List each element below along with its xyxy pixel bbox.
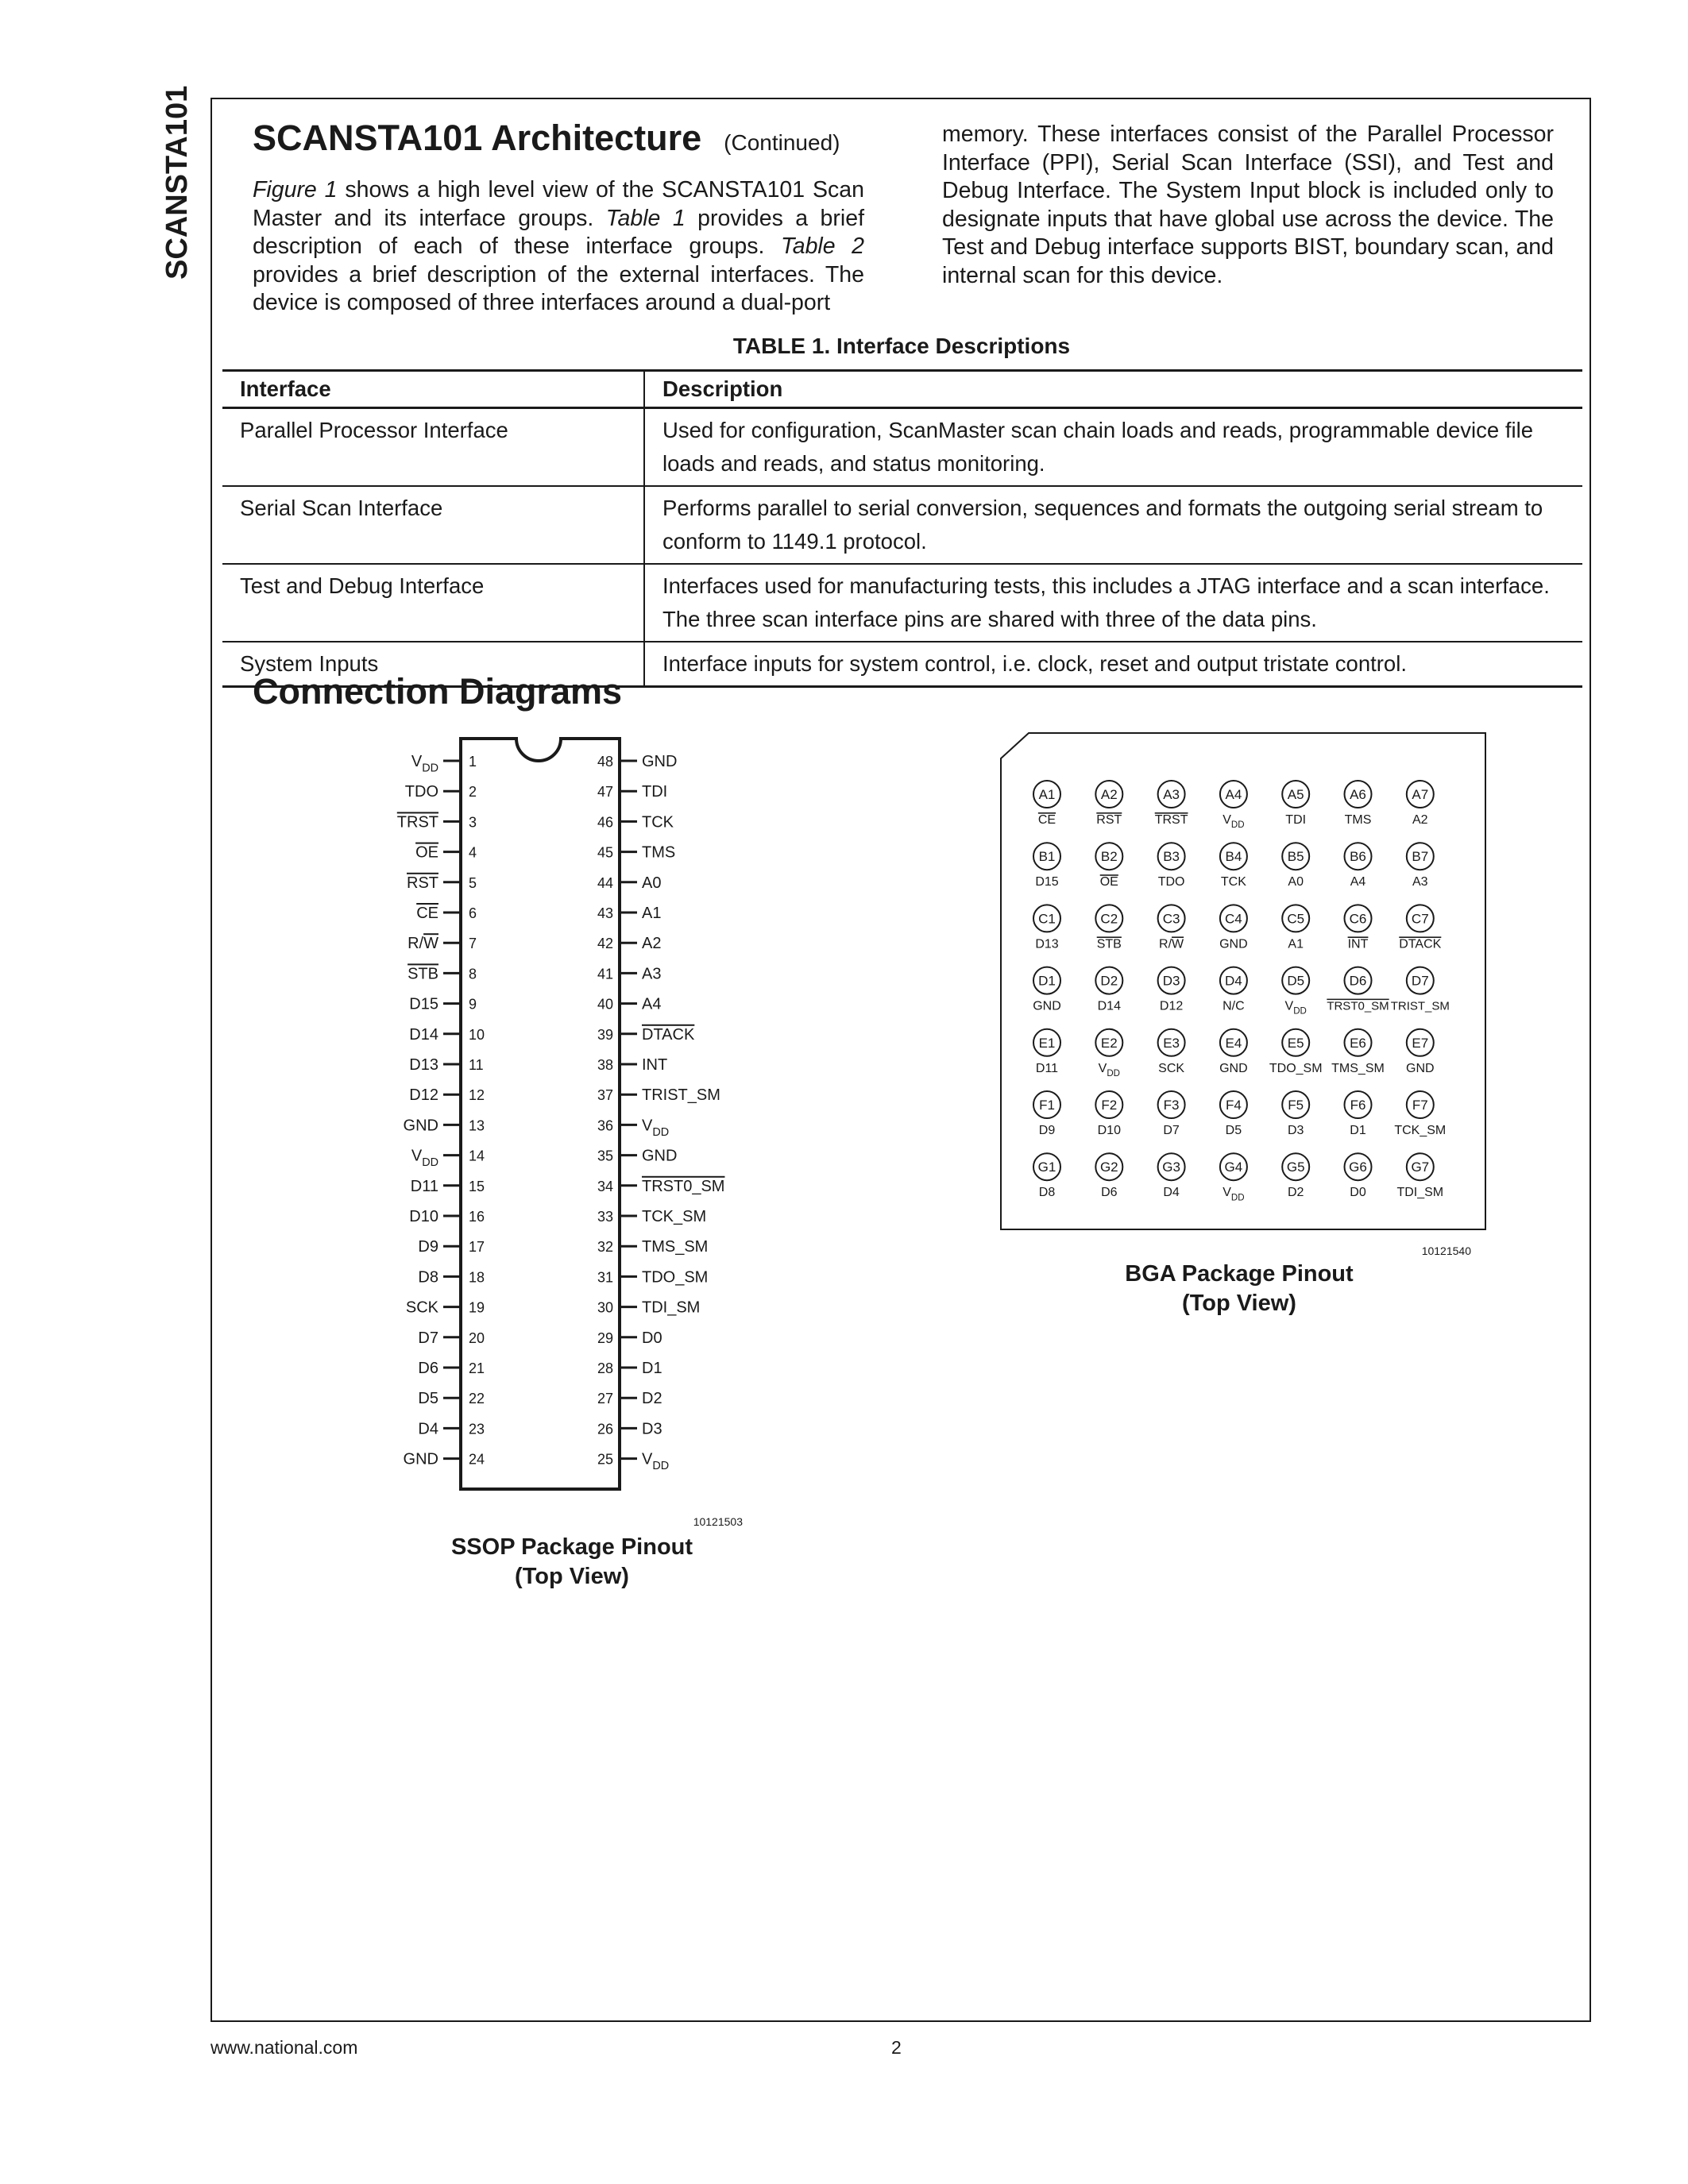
ssop-pin-label: D7	[418, 1329, 438, 1347]
ssop-caption	[413, 1533, 731, 1592]
bga-signal-label: TCK_SM	[1394, 1124, 1447, 1137]
bga-ball-id: D3	[1162, 973, 1180, 989]
ssop-pin-label: $V_{DD}$	[411, 1147, 438, 1169]
ssop-pin-number: 23	[469, 1421, 485, 1437]
ssop-pin-number: 26	[597, 1421, 613, 1437]
ssop-pin-label: D15	[409, 995, 438, 1013]
ssop-caption-view: (Top View)	[515, 1564, 629, 1589]
bga-signal-label: $V_{DD}$	[1223, 813, 1245, 831]
ssop-pin-label: DTACK	[642, 1025, 695, 1044]
cell-interface: Test and Debug Interface	[222, 564, 644, 642]
bga-ball-id: C2	[1100, 911, 1118, 927]
ssop-pin-number: 48	[597, 754, 613, 770]
side-title-text: SCANSTA101	[160, 85, 194, 280]
bga-ball-id: E4	[1225, 1035, 1242, 1051]
bga-signal-label: D15	[1035, 875, 1059, 889]
ssop-pin-number: 37	[597, 1087, 613, 1104]
bga-ball-id: D7	[1411, 973, 1429, 989]
bga-ball-id: A1	[1038, 787, 1056, 802]
ssop-pin-number: 34	[597, 1178, 613, 1194]
bga-ball-id: B3	[1163, 849, 1180, 865]
bga-ball-id: C4	[1225, 911, 1242, 927]
ssop-pin-number: 29	[597, 1329, 613, 1346]
ssop-pin-label: TRST	[396, 813, 438, 832]
ssop-pin-number: 30	[597, 1299, 613, 1316]
bga-ball-id: B7	[1412, 849, 1429, 865]
ssop-pin-number: 19	[469, 1299, 485, 1316]
bga-signal-label: D9	[1038, 1124, 1056, 1137]
cell-interface: Parallel Processor Interface	[222, 408, 644, 487]
bga-ball-id: D2	[1100, 973, 1118, 989]
ssop-pin-label: A0	[642, 874, 662, 892]
bga-ball-id: B6	[1350, 849, 1366, 865]
figure1-ref[interactable]: Figure 1	[253, 177, 338, 203]
bga-pinout-diagram	[985, 731, 1493, 1271]
ssop-pin-number: 12	[469, 1087, 485, 1104]
bga-ball-id: C3	[1162, 911, 1180, 927]
ssop-pin-number: 31	[597, 1269, 613, 1286]
bga-signal-label: A3	[1412, 875, 1428, 889]
bga-ball-id: A6	[1350, 787, 1366, 802]
bga-ball-id: E2	[1100, 1035, 1118, 1051]
ssop-pin-label: TDI	[642, 783, 668, 801]
bga-signal-label: A2	[1412, 813, 1428, 827]
bga-ball-id: A2	[1100, 787, 1118, 802]
bga-signal-label: A0	[1288, 875, 1304, 889]
intro-text-b: provides a brief description of each of these interface groups.	[253, 205, 864, 259]
bga-ball-id: B2	[1100, 849, 1118, 865]
bga-ball-id: G4	[1224, 1160, 1243, 1175]
ssop-pin-number: 16	[469, 1209, 485, 1225]
table2-ref[interactable]: Table 2	[780, 233, 864, 259]
ssop-pin-label: D13	[409, 1056, 438, 1074]
cell-description: Used for configuration, ScanMaster scan chain loads and reads, programmable device file loads and reads, and status monitoring.	[644, 408, 1582, 487]
bga-ball-id: F7	[1412, 1098, 1428, 1113]
ssop-pin-number: 33	[597, 1209, 613, 1225]
bga-ball-id: G6	[1349, 1160, 1367, 1175]
ssop-pin-number: 11	[469, 1057, 484, 1073]
bga-caption-title: BGA Package Pinout	[1125, 1261, 1354, 1287]
table1-caption: TABLE 1. Interface Descriptions	[732, 334, 1071, 358]
bga-signal-label: CE	[1037, 813, 1056, 827]
bga-ball-id: B5	[1287, 849, 1304, 865]
bga-signal-label: R/W	[1159, 937, 1184, 951]
ssop-pin-label: D9	[418, 1238, 438, 1256]
bga-ball-id: D6	[1349, 973, 1367, 989]
ssop-pin-label: A4	[642, 995, 662, 1013]
ssop-pin-label: D10	[409, 1208, 438, 1225]
bga-ball-id: D4	[1225, 973, 1242, 989]
bga-signal-label: TRST0_SM	[1327, 999, 1389, 1013]
cell-interface: System Inputs	[222, 642, 644, 687]
ssop-pin-label: GND	[642, 1147, 678, 1165]
bga-signal-label: D4	[1163, 1186, 1180, 1200]
bga-ball-id: E5	[1287, 1035, 1304, 1051]
ssop-pin-label: TRIST_SM	[642, 1086, 720, 1105]
ssop-pin-label: A1	[642, 905, 662, 922]
bga-ball-id: A3	[1163, 787, 1180, 802]
heading-continued: (Continued)	[724, 130, 840, 155]
intro-text-a: shows a high level view of the SCANSTA101 Scan Master and its interface groups.	[253, 177, 864, 231]
ssop-pin-label: $V_{DD}$	[642, 1450, 670, 1472]
bga-figure-id: 10121540	[1421, 1244, 1471, 1257]
ssop-pin-number: 32	[597, 1239, 613, 1256]
ssop-pin-number: 14	[469, 1148, 485, 1164]
bga-ball-id: E6	[1350, 1035, 1366, 1051]
bga-ball-id: A5	[1287, 787, 1304, 802]
ssop-pin-number: 21	[469, 1360, 485, 1376]
bga-signal-label: DTACK	[1399, 937, 1442, 951]
bga-ball-id: G3	[1162, 1160, 1180, 1175]
bga-signal-label: TDO	[1157, 875, 1185, 889]
ssop-pin-label: D1	[642, 1360, 662, 1377]
ssop-pin-label: STB	[408, 965, 438, 983]
table-row	[222, 408, 1582, 487]
ssop-pin-number: 1	[469, 754, 477, 770]
bga-ball-id: C7	[1411, 911, 1429, 927]
ssop-pin-number: 10	[469, 1026, 485, 1043]
bga-ball-id: D1	[1038, 973, 1056, 989]
ssop-pin-number: 38	[597, 1057, 613, 1073]
ssop-pin-label: D3	[642, 1420, 662, 1438]
table-row	[222, 564, 1582, 642]
ssop-pin-number: 44	[597, 874, 613, 891]
ssop-pin-number: 3	[469, 814, 477, 831]
ssop-pin-label: TRST0_SM	[642, 1177, 725, 1195]
intro-paragraph-left	[253, 176, 864, 318]
bga-signal-label: D5	[1225, 1124, 1242, 1137]
bga-signal-label: $V_{DD}$	[1223, 1186, 1245, 1203]
ssop-pin-label: GND	[403, 1450, 438, 1468]
bga-ball-id: B1	[1038, 849, 1056, 865]
ssop-pin-number: 22	[469, 1391, 485, 1407]
bga-ball-id: C1	[1038, 911, 1056, 927]
cell-description: Interfaces used for manufacturing tests, this includes a JTAG interface and a scan interface. The three scan interface pins are shared with three of the data pins.	[644, 564, 1582, 642]
ssop-pin-number: 8	[469, 966, 477, 982]
bga-ball-id: A7	[1412, 787, 1429, 802]
bga-signal-label: D14	[1097, 999, 1121, 1013]
bga-ball-id: F4	[1225, 1098, 1242, 1113]
bga-signal-label: $V_{DD}$	[1284, 999, 1307, 1017]
ssop-pin-number: 39	[597, 1026, 613, 1043]
intro-text-c-left: provides a brief description of the external interfaces. The device is composed of three interfaces around a dual-port	[253, 261, 864, 315]
bga-signal-label: A4	[1350, 875, 1366, 889]
ssop-pin-label: $V_{DD}$	[411, 753, 438, 775]
bga-signal-label: TDI	[1285, 813, 1307, 827]
ssop-pin-label: D4	[418, 1420, 438, 1438]
bga-signal-label: D11	[1035, 1061, 1059, 1075]
bga-ball-id: F6	[1350, 1098, 1366, 1113]
bga-signal-label: GND	[1033, 999, 1061, 1013]
section-heading	[253, 118, 840, 159]
bga-ball-id: A4	[1225, 787, 1242, 802]
ssop-pin-number: 27	[597, 1391, 613, 1407]
bga-signal-label: GND	[1406, 1061, 1435, 1075]
ssop-pin-label: D5	[418, 1390, 438, 1408]
bga-signal-label: N/C	[1223, 999, 1245, 1013]
bga-ball-id: E7	[1412, 1035, 1429, 1051]
bga-ball-id: G2	[1099, 1160, 1118, 1175]
bga-signal-label: SCK	[1158, 1061, 1185, 1075]
ssop-pin-label: TDI_SM	[642, 1298, 701, 1317]
bga-signal-label: GND	[1219, 1061, 1248, 1075]
ssop-pin-number: 41	[597, 966, 613, 982]
header-description: Description	[644, 371, 1582, 408]
bga-signal-label: OE	[1099, 875, 1118, 889]
ssop-pin-label: $V_{DD}$	[642, 1117, 670, 1139]
ssop-pin-number: 9	[469, 996, 477, 1013]
bga-signal-label: D1	[1350, 1124, 1366, 1137]
cell-description: Performs parallel to serial conversion, sequences and formats the outgoing serial stream to conform to 1149.1 protocol.	[644, 486, 1582, 564]
ssop-pin-number: 18	[469, 1269, 485, 1286]
ssop-pin-number: 36	[597, 1117, 613, 1134]
ssop-figure-id: 10121503	[693, 1515, 743, 1528]
bga-signal-label: TDI_SM	[1396, 1186, 1444, 1200]
intro-text-c-right: memory. These interfaces consist of the Parallel Processor Interface (PPI), Serial Scan Interface (SSI), and Test and Debug Interface. The System Input block is included only to designate inputs that have global use across the device. The Test and Debug interface supports BIST, boundary scan, and internal scan for this device.	[942, 122, 1554, 288]
ssop-pin-number: 15	[469, 1178, 485, 1194]
ssop-pin-label: D2	[642, 1390, 662, 1408]
ssop-pin-number: 40	[597, 996, 613, 1013]
ssop-pin-label: D11	[410, 1177, 438, 1195]
ssop-pin-label: TDO	[404, 783, 438, 801]
bga-signal-label: TDO_SM	[1269, 1061, 1323, 1075]
bga-signal-label: STB	[1096, 937, 1122, 951]
ssop-body	[461, 739, 620, 1489]
bga-signal-label: TCK	[1220, 875, 1246, 889]
bga-ball-id: E1	[1038, 1035, 1056, 1051]
ssop-pin-number: 6	[469, 905, 477, 921]
ssop-pin-number: 13	[469, 1117, 485, 1134]
ssop-pin-number: 45	[597, 844, 613, 861]
ssop-pin-number: 43	[597, 905, 613, 921]
ssop-pin-number: 20	[469, 1329, 485, 1346]
header-interface: Interface	[222, 371, 644, 408]
intro-paragraph-right	[942, 121, 1554, 290]
ssop-pin-number: 28	[597, 1360, 613, 1376]
ssop-pin-label: D12	[409, 1086, 438, 1105]
ssop-pin-label: D0	[642, 1329, 662, 1347]
bga-signal-label: RST	[1096, 813, 1122, 827]
bga-ball-id: C5	[1287, 911, 1305, 927]
ssop-pin-number: 7	[469, 936, 477, 952]
bga-caption	[1080, 1260, 1398, 1318]
bga-signal-label: TRST	[1154, 813, 1188, 827]
ssop-pinout-diagram	[381, 735, 763, 1537]
table-row	[222, 486, 1582, 564]
ssop-pin-number: 2	[469, 784, 477, 801]
bga-signal-label: INT	[1347, 937, 1369, 951]
bga-ball-id: F2	[1101, 1098, 1118, 1113]
bga-ball-id: G1	[1037, 1160, 1056, 1175]
ssop-pin-number: 4	[469, 844, 477, 861]
ssop-pin-number: 24	[469, 1451, 485, 1468]
bga-ball-id: F5	[1288, 1098, 1304, 1113]
ssop-pin-label: D14	[409, 1025, 438, 1044]
ssop-pin-label: TCK_SM	[642, 1208, 707, 1225]
bga-signal-label: D13	[1035, 937, 1059, 951]
ssop-pin-label: D6	[418, 1360, 438, 1377]
ssop-pin-number: 5	[469, 874, 477, 891]
table-header-row	[222, 371, 1582, 408]
page-number: 2	[891, 2037, 902, 2058]
bga-ball-id: G7	[1411, 1160, 1430, 1175]
heading-title: SCANSTA101 Architecture	[253, 118, 702, 158]
ssop-pin-label: SCK	[405, 1298, 438, 1317]
ssop-pin-label: INT	[642, 1056, 668, 1074]
bga-signal-label: TRIST_SM	[1390, 999, 1450, 1013]
ssop-pin-number: 46	[597, 814, 613, 831]
cell-description: Interface inputs for system control, i.e. clock, reset and output tristate control.	[644, 642, 1582, 687]
table1-ref[interactable]: Table 1	[605, 205, 686, 231]
bga-ball-id: E3	[1163, 1035, 1180, 1051]
bga-signal-label: GND	[1219, 937, 1248, 951]
bga-ball-id: D5	[1287, 973, 1305, 989]
ssop-pin-label: TMS	[642, 843, 676, 862]
bga-ball-id: G5	[1286, 1160, 1305, 1175]
bga-signal-label: D12	[1159, 999, 1184, 1013]
ssop-pin-label: GND	[403, 1117, 438, 1135]
bga-signal-label: $V_{DD}$	[1098, 1061, 1120, 1078]
bga-ball-id: F1	[1039, 1098, 1055, 1113]
bga-signal-label: TMS	[1344, 813, 1372, 827]
bga-signal-label: A1	[1288, 937, 1304, 951]
bga-signal-label: TMS_SM	[1331, 1061, 1385, 1075]
connection-diagrams-title: Connection Diagrams	[253, 671, 623, 712]
cell-interface: Serial Scan Interface	[222, 486, 644, 564]
ssop-pin-number: 42	[597, 936, 613, 952]
ssop-pin-label: OE	[415, 843, 438, 862]
ssop-pin-label: TCK	[642, 813, 674, 832]
bga-ball-id: C6	[1349, 911, 1367, 927]
ssop-pin-number: 47	[597, 784, 613, 801]
ssop-pin-label: TMS_SM	[642, 1238, 709, 1256]
ssop-pin-label: TDO_SM	[642, 1268, 709, 1287]
ssop-pin-label: D8	[418, 1268, 438, 1287]
ssop-pin-number: 25	[597, 1451, 613, 1468]
bga-ball-id: B4	[1225, 849, 1242, 865]
ssop-pin-label: RST	[407, 874, 438, 892]
interface-table	[222, 369, 1582, 688]
ssop-pin-number: 17	[469, 1239, 485, 1256]
footer-url[interactable]: www.national.com	[211, 2037, 358, 2058]
bga-signal-label: D3	[1287, 1124, 1304, 1137]
ssop-pin-label: R/W	[408, 935, 438, 953]
bga-caption-view: (Top View)	[1182, 1291, 1296, 1316]
ssop-caption-title: SSOP Package Pinout	[450, 1534, 693, 1560]
bga-signal-label: D10	[1097, 1124, 1121, 1137]
bga-ball-id: F3	[1163, 1098, 1180, 1113]
bga-signal-label: D7	[1163, 1124, 1180, 1137]
ssop-pin-label: A3	[642, 965, 662, 983]
bga-signal-label: D2	[1287, 1186, 1304, 1200]
bga-signal-label: D0	[1350, 1186, 1366, 1200]
bga-signal-label: D6	[1101, 1186, 1118, 1200]
bga-signal-label: D8	[1038, 1186, 1056, 1200]
ssop-pin-label: GND	[642, 753, 678, 770]
ssop-pin-number: 35	[597, 1148, 613, 1164]
ssop-pin-label: CE	[416, 905, 438, 922]
ssop-pin-label: A2	[642, 935, 662, 953]
